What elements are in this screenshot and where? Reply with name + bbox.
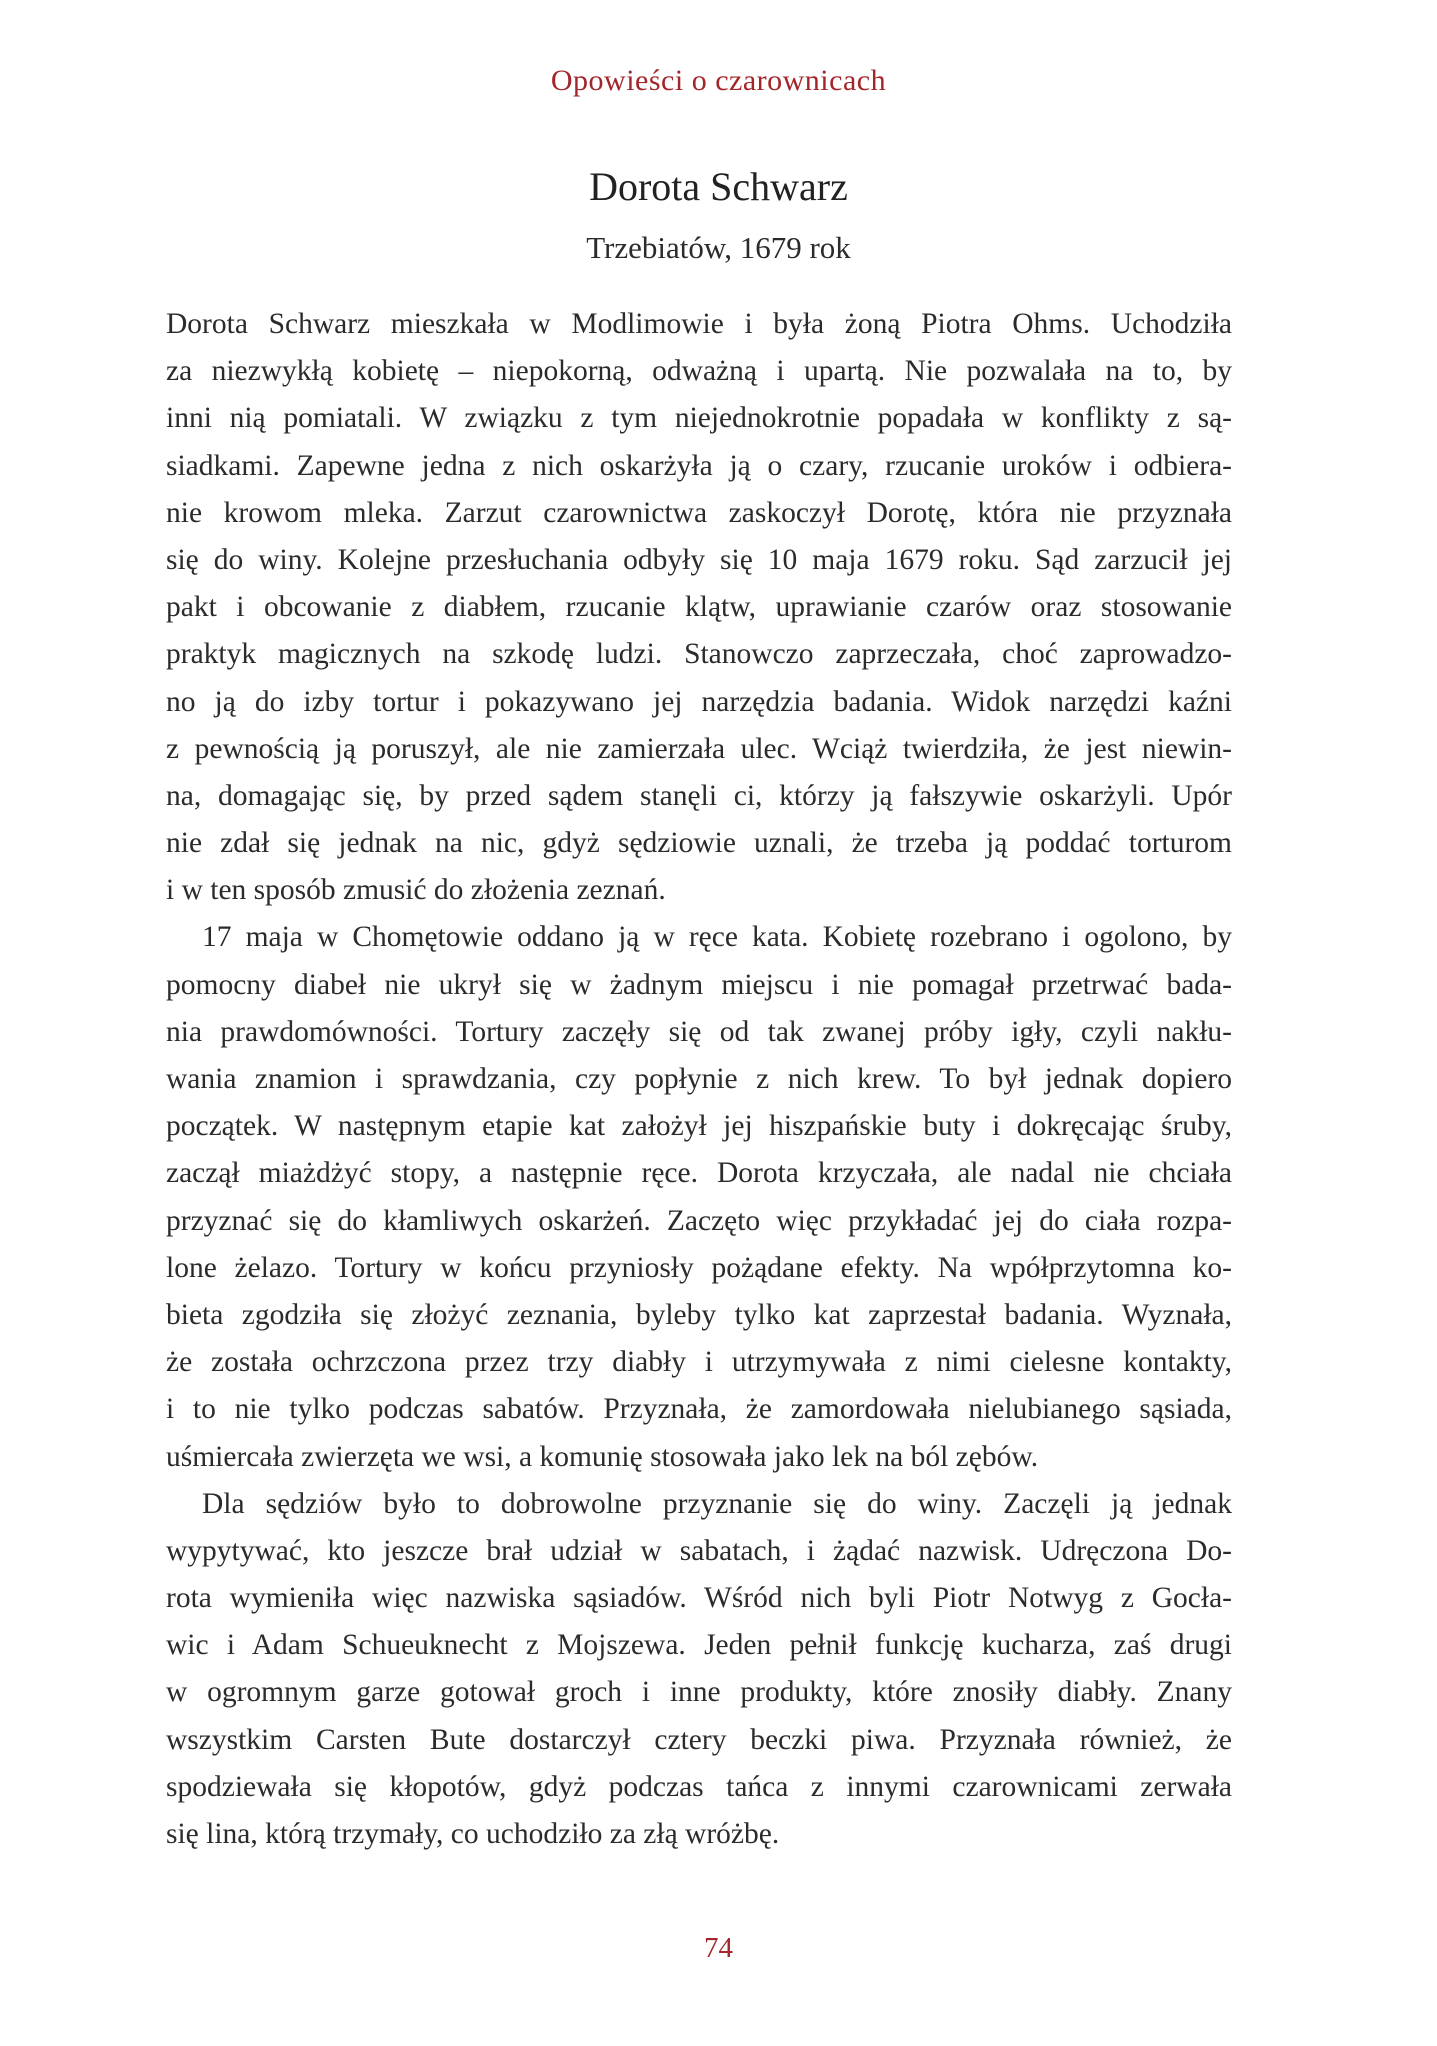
text-line: za niezwykłą kobietę – niepokorną, odważną i upartą. Nie pozwalała na to, by [166,355,1232,388]
text-line: nia prawdomówności. Tortury zaczęły się od tak zwanej próby igły, czyli nakłu- [166,1015,1232,1048]
text-line: i w ten sposób zmusić do złożenia zeznań. [166,874,666,907]
text-line: Dla sędziów było to dobrowolne przyznanie się do winy. Zaczęli ją jednak [202,1487,1232,1520]
text-line: wypytywać, kto jeszcze brał udział w sabatach, i żądać nazwisk. Udręczona Do- [166,1534,1232,1567]
text-line: na, domagając się, by przed sądem stanęli ci, którzy ją fałszywie oskarżyli. Upór [166,779,1232,812]
text-line: Dorota Schwarz mieszkała w Modlimowie i była żoną Piotra Ohms. Uchodziła [166,308,1232,340]
paragraph [166,1481,1232,1859]
text-line: rota wymieniła więc nazwiska sąsiadów. Wśród nich byli Piotr Notwyg z Gocła- [166,1582,1232,1615]
text-line: początek. W następnym etapie kat założył jej hiszpańskie buty i dokręcając śruby, [166,1110,1232,1143]
running-head: Opowieści o czarownicach [550,64,887,97]
text-line: uśmiercała zwierzęta we wsi, a komunię stosowała jako lek na ból zębów. [166,1440,1039,1473]
text-line: praktyk magicznych na szkodę ludzi. Stanowczo zaprzeczała, choć zaprowadzo- [166,638,1232,671]
chapter-title: Dorota Schwarz [589,164,848,209]
text-line: pomocny diabeł nie ukrył się w żadnym miejscu i nie pomagał przetrwać bada- [166,968,1232,1001]
paragraph [166,914,1232,1480]
text-line: i to nie tylko podczas sabatów. Przyznała, że zamordowała nielubianego sąsiada, [166,1393,1232,1426]
page-number: 74 [704,1932,733,1964]
text-line: że została ochrzczona przez trzy diabły i utrzymywała z nimi cielesne kontakty, [166,1346,1232,1379]
text-line: wania znamion i sprawdzania, czy popłynie z nich krew. To był jednak dopiero [166,1063,1232,1095]
text-line: z pewnością ją poruszył, ale nie zamierzała ulec. Wciąż twierdziła, że jest niewin- [166,732,1232,765]
text-line: siadkami. Zapewne jedna z nich oskarżyła ją o czary, rzucanie uroków i odbiera- [166,449,1232,482]
body-text [166,301,1232,1858]
text-line: inni nią pomiatali. W związku z tym niejednokrotnie popadała w konflikty z są- [166,402,1232,435]
text-line: zaczął miażdżyć stopy, a następnie ręce. Dorota krzyczała, ale nadal nie chciała [166,1157,1232,1190]
text-line: pakt i obcowanie z diabłem, rzucanie klątw, uprawianie czarów oraz stosowanie [166,591,1232,624]
text-line: się lina, którą trzymały, co uchodziło za złą wróżbę. [166,1818,780,1850]
chapter-subtitle: Trzebiatów, 1679 rok [586,230,851,265]
text-line: nie krowom mleka. Zarzut czarownictwa zaskoczył Dorotę, która nie przyznała [166,496,1232,529]
text-line: wszystkim Carsten Bute dostarczył cztery beczki piwa. Przyznała również, że [166,1723,1232,1756]
text-line: no ją do izby tortur i pokazywano jej narzędzia badania. Widok narzędzi kaźni [166,685,1232,718]
text-line: przyznać się do kłamliwych oskarżeń. Zaczęto więc przykładać jej do ciała rozpa- [166,1204,1232,1237]
text-line: bieta zgodziła się złożyć zeznania, byleby tylko kat zaprzestał badania. Wyznała, [166,1298,1232,1331]
text-line: lone żelazo. Tortury w końcu przyniosły pożądane efekty. Na wpółprzytomna ko- [166,1251,1232,1284]
paragraph [166,301,1232,914]
text-line: spodziewała się kłopotów, gdyż podczas tańca z innymi czarownicami zerwała [166,1770,1232,1803]
text-line: się do winy. Kolejne przesłuchania odbyły się 10 maja 1679 roku. Sąd zarzucił jej [166,543,1232,576]
text-line: wic i Adam Schueuknecht z Mojszewa. Jeden pełnił funkcję kucharza, zaś drugi [166,1629,1232,1662]
text-line: 17 maja w Chomętowie oddano ją w ręce kata. Kobietę rozebrano i ogolono, by [202,921,1232,954]
text-line: nie zdał się jednak na nic, gdyż sędziowie uznali, że trzeba ją poddać torturom [166,827,1232,860]
text-line: w ogromnym garze gotował groch i inne produkty, które znosiły diabły. Znany [166,1676,1232,1709]
